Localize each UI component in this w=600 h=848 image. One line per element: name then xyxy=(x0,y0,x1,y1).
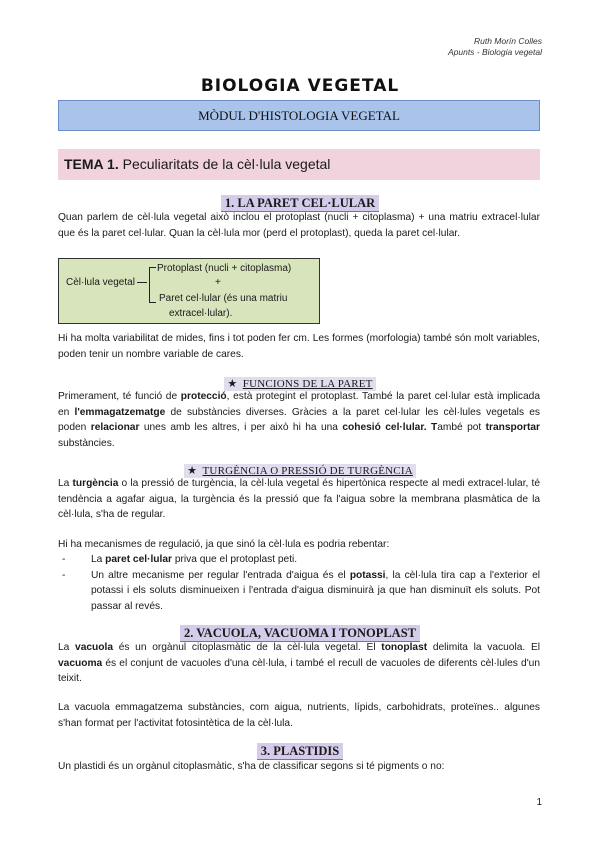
section-heading-plastidis-text: 3. PLASTIDIS xyxy=(257,743,344,760)
section-heading-paret-text: 1. LA PARET CEL·LULAR xyxy=(221,195,379,212)
section-heading-vacuola-text: 2. VACUOLA, VACUOMA I TONOPLAST xyxy=(180,625,420,642)
cell-diagram-brace xyxy=(149,267,156,303)
section-heading-paret xyxy=(0,196,600,211)
topic-number: TEMA 1. xyxy=(64,156,119,172)
paragraph-vacuola-emmagatzema: La vacuola emmagatzema substàncies, com aigua, nutrients, lípids, carbohidrats, proteïnes.. algunes s'han format per l'activitat fotosintètica de la cèl·lula. xyxy=(58,702,540,729)
page-header xyxy=(448,36,542,58)
cell-diagram-arrow xyxy=(137,282,147,283)
paragraph-vacuola: La vacuola és un orgànul citoplasmàtic de la cèl·lula vegetal. El tonoplast delimita la vacuola. El vacuoma és el conjunt de vacuoles d'una cèl·lula, i també el recull de vacuoles de diferents cèl·lules d'un teixit. xyxy=(58,642,540,684)
cell-diagram-box xyxy=(58,258,320,324)
cell-diagram-wall-cont: extracel·lular). xyxy=(169,308,233,319)
list-item: - Un altre mecanisme per regular l'entrada d'aigua és el potassi, la cèl·lula tira cap a l'exterior el potassi i els soluts disminueixen i l'entrada d'aigua disminuirà ja que han disminuït els soluts. Pot passar al revés. xyxy=(58,568,540,615)
document-title: BIOLOGIA VEGETAL xyxy=(200,76,400,96)
section-heading-vacuola xyxy=(0,626,600,641)
paragraph-funcions: Primerament, té funció de protecció, està protegint el protoplast. També la paret cel·lular està implicada en l'emmagatzematge de substàncies diverses. Gràcies a la paret cel·lular les cèl·lules vegetals es poden relacionar unes amb les altres, i per això hi ha una cohesió cel·lular. També pot transportar substàncies. xyxy=(58,391,540,449)
topic-banner xyxy=(58,149,540,180)
star-icon: ★ xyxy=(227,378,238,390)
paragraph-turgencia-regulacio: Hi ha mecanismes de regulació, ja que sinó la cèl·lula es podria rebentar: xyxy=(58,539,390,550)
module-banner: MÒDUL D'HISTOLOGIA VEGETAL xyxy=(58,100,540,131)
paragraph-plastidis: Un plastidi és un orgànul citoplasmàtic, s'ha de classificar segons si té pigments o no: xyxy=(58,761,445,772)
paragraph-turgencia: La turgència o la pressió de turgència, la cèl·lula vegetal és hipertònica respecte al medi extracel·lular, té tendència a agafar aigua, la turgència és la pressió que fa l'aigua sobre la membrana plasmàtica de la cèl·lula, s'ha de regular. xyxy=(58,478,540,520)
page-number: 1 xyxy=(536,797,542,808)
paragraph-paret-intro: Quan parlem de cèl·lula vegetal això inclou el protoplast (nucli + citoplasma) + una matriu extracel·lular que és la paret cel·lular. Quan la cèl·lula mor (perd el protoplast), queda la paret cel·lular. xyxy=(58,212,540,239)
header-subtitle: Apunts - Biologia vegetal xyxy=(447,47,542,57)
star-icon: ★ xyxy=(187,465,198,477)
cell-diagram-label: Cèl·lula vegetal xyxy=(66,277,135,288)
subsection-heading-funcions-text: FUNCIONS DE LA PARET xyxy=(242,378,373,390)
section-heading-plastidis xyxy=(0,744,600,759)
cell-diagram-plus: + xyxy=(215,277,221,288)
subsection-heading-turgencia-text: TURGÈNCIA O PRESSIÓ DE TURGÈNCIA xyxy=(202,465,413,477)
header-author: Ruth Morín Colles xyxy=(473,36,542,46)
paragraph-paret-variability: Hi ha molta variabilitat de mides, fins i tot poden fer cm. Les formes (morfologia) també són molt variables, poden tenir un nombre variable de cares. xyxy=(58,333,540,360)
cell-diagram-wall: Paret cel·lular (és una matriu xyxy=(159,293,288,304)
list-item: - La paret cel·lular priva que el protoplast peti. xyxy=(58,552,540,568)
list-turgencia-mecanismes xyxy=(58,552,540,614)
cell-diagram-protoplast: Protoplast (nucli + citoplasma) xyxy=(157,263,292,274)
topic-title: Peculiaritats de la cèl·lula vegetal xyxy=(122,156,331,172)
